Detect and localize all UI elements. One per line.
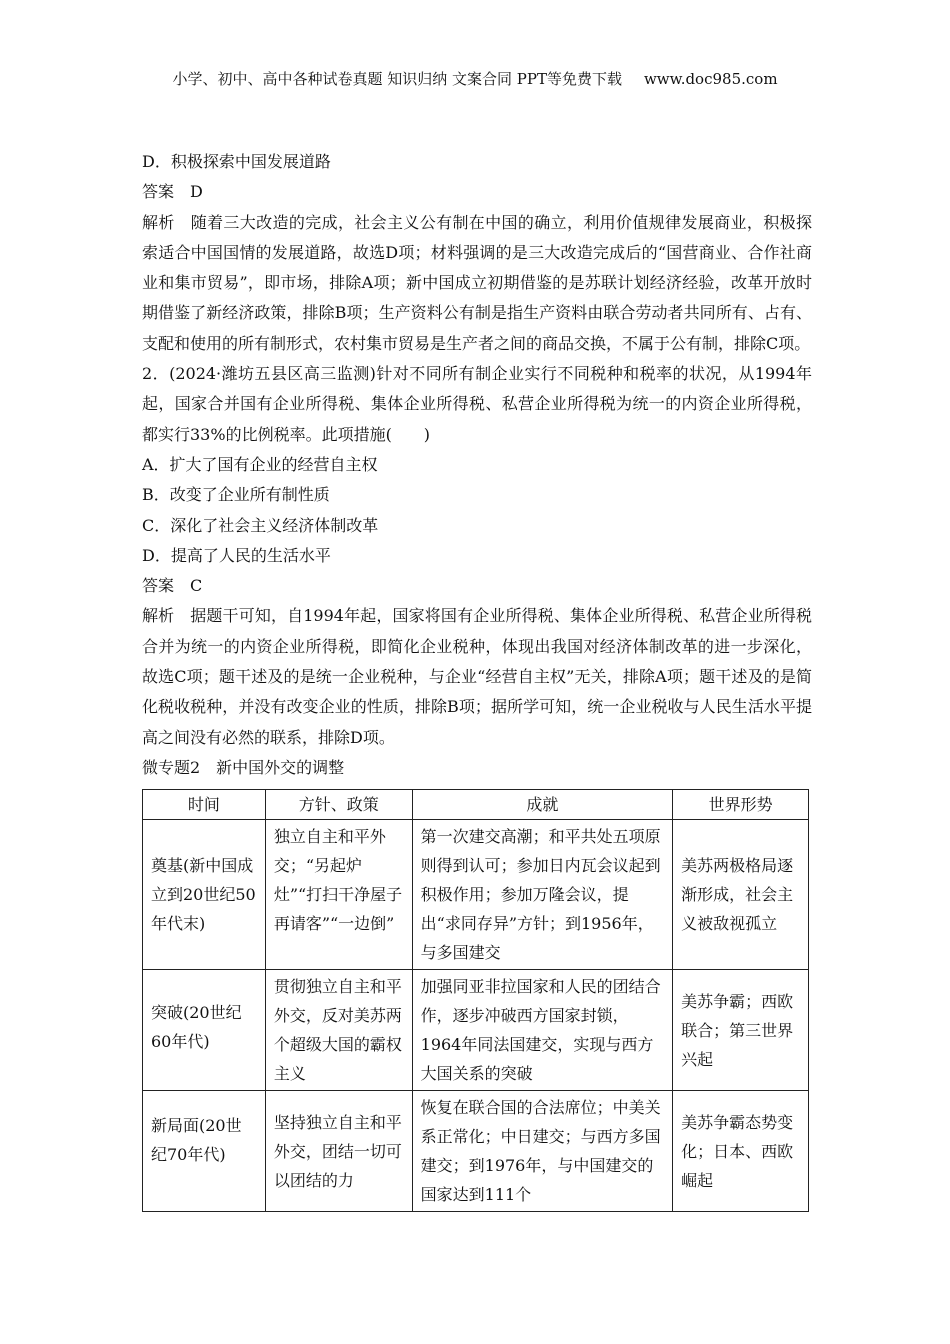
analysis-text: 随着三大改造的完成，社会主义公有制在中国的确立，利用价值规律发展商业，积极探索适合中国国情的发展道路，故选D项；材料强调的是三大改造完成后的“国营商业、合作社商业和集市贸易”，即市场，排除A项；新中国成立初期借鉴的是苏联计划经济经验，改革开放时期借鉴了新经济政策，排除B项；生产资料公有制是指生产资料由联合劳动者共同所有、占有、支配和使用的所有制形式，农村集市贸易是生产者之间的商品交换，不属于公有制，排除C项。 xyxy=(142,212,812,353)
q2-answer xyxy=(142,571,812,601)
answer-value: C xyxy=(190,576,203,596)
header-cell: 成就 xyxy=(412,790,673,820)
cell-policy: 贯彻独立自主和平外交，反对美苏两个超级大国的霸权主义 xyxy=(265,970,412,1091)
header-text: 小学、初中、高中各种试卷真题 知识归纳 文案合同 PPT等免费下载 xyxy=(172,70,622,88)
q2-option-d: D．提高了人民的生活水平 xyxy=(142,545,331,565)
table-header-row xyxy=(143,790,809,820)
cell-world: 美苏争霸态势变化；日本、西欧崛起 xyxy=(673,1091,809,1212)
q2-option-c: C．深化了社会主义经济体制改革 xyxy=(142,515,379,535)
q2-option-a: A．扩大了国有企业的经营自主权 xyxy=(142,454,378,474)
cell-policy: 坚持独立自主和平外交，团结一切可以团结的力 xyxy=(265,1091,412,1212)
q2-stem: 2．(2024·潍坊五县区高三监测)针对不同所有制企业实行不同税种和税率的状况，从1994年起，国家合并国有企业所得税、集体企业所得税、私营企业所得税为统一的内资企业所得税，都实行33%的比例税率。此项措施( ) xyxy=(142,364,812,444)
cell-achievement: 恢复在联合国的合法席位；中美关系正常化；中日建交；与西方多国建交；到1976年，与中国建交的国家达到111个 xyxy=(412,1091,673,1212)
cell-period: 新局面(20世纪70年代) xyxy=(143,1091,266,1212)
table-row xyxy=(143,820,809,970)
diplomacy-table xyxy=(142,789,809,1212)
document-body xyxy=(142,147,812,1212)
cell-achievement: 加强同亚非拉国家和人民的团结合作，逐步冲破西方国家封锁，1964年同法国建交，实现与西方大国关系的突破 xyxy=(412,970,673,1091)
topic-heading: 微专题2 新中国外交的调整 xyxy=(142,757,345,777)
page-header xyxy=(0,68,950,89)
analysis-label: 解析 xyxy=(142,606,175,626)
q1-analysis xyxy=(142,208,812,359)
cell-world: 美苏争霸；西欧联合；第三世界兴起 xyxy=(673,970,809,1091)
header-cell: 世界形势 xyxy=(673,790,809,820)
answer-label: 答案 xyxy=(142,576,175,596)
answer-label: 答案 xyxy=(142,182,175,202)
q1-option-d: D．积极探索中国发展道路 xyxy=(142,152,331,171)
answer-value: D xyxy=(190,182,203,202)
header-cell: 时间 xyxy=(143,790,266,820)
cell-world: 美苏两极格局逐渐形成，社会主义被敌视孤立 xyxy=(673,820,809,970)
q1-answer xyxy=(142,177,812,207)
table-row xyxy=(143,970,809,1091)
header-site: www.doc985.com xyxy=(643,70,778,88)
cell-achievement: 第一次建交高潮；和平共处五项原则得到认可；参加日内瓦会议起到积极作用；参加万隆会议，提出“求同存异”方针；到1956年，与多国建交 xyxy=(412,820,673,970)
analysis-text: 据题干可知，自1994年起，国家将国有企业所得税、集体企业所得税、私营企业所得税合并为统一的内资企业所得税，即简化企业税种，体现出我国对经济体制改革的进一步深化，故选C项；题干述及的是统一企业税种，与企业“经营自主权”无关，排除A项；题干述及的是简化税收税种，并没有改变企业的性质，排除B项；据所学可知，统一企业税收与人民生活水平提高之间没有必然的联系，排除D项。 xyxy=(142,606,812,747)
header-cell: 方针、政策 xyxy=(265,790,412,820)
cell-period: 突破(20世纪60年代) xyxy=(143,970,266,1091)
cell-policy: 独立自主和平外交；“另起炉灶”“打扫干净屋子再请客”“一边倒” xyxy=(265,820,412,970)
table-row xyxy=(143,1091,809,1212)
cell-period: 奠基(新中国成立到20世纪50年代末) xyxy=(143,820,266,970)
analysis-label: 解析 xyxy=(142,212,175,232)
q2-option-b: B．改变了企业所有制性质 xyxy=(142,485,330,505)
q2-analysis xyxy=(142,601,812,752)
